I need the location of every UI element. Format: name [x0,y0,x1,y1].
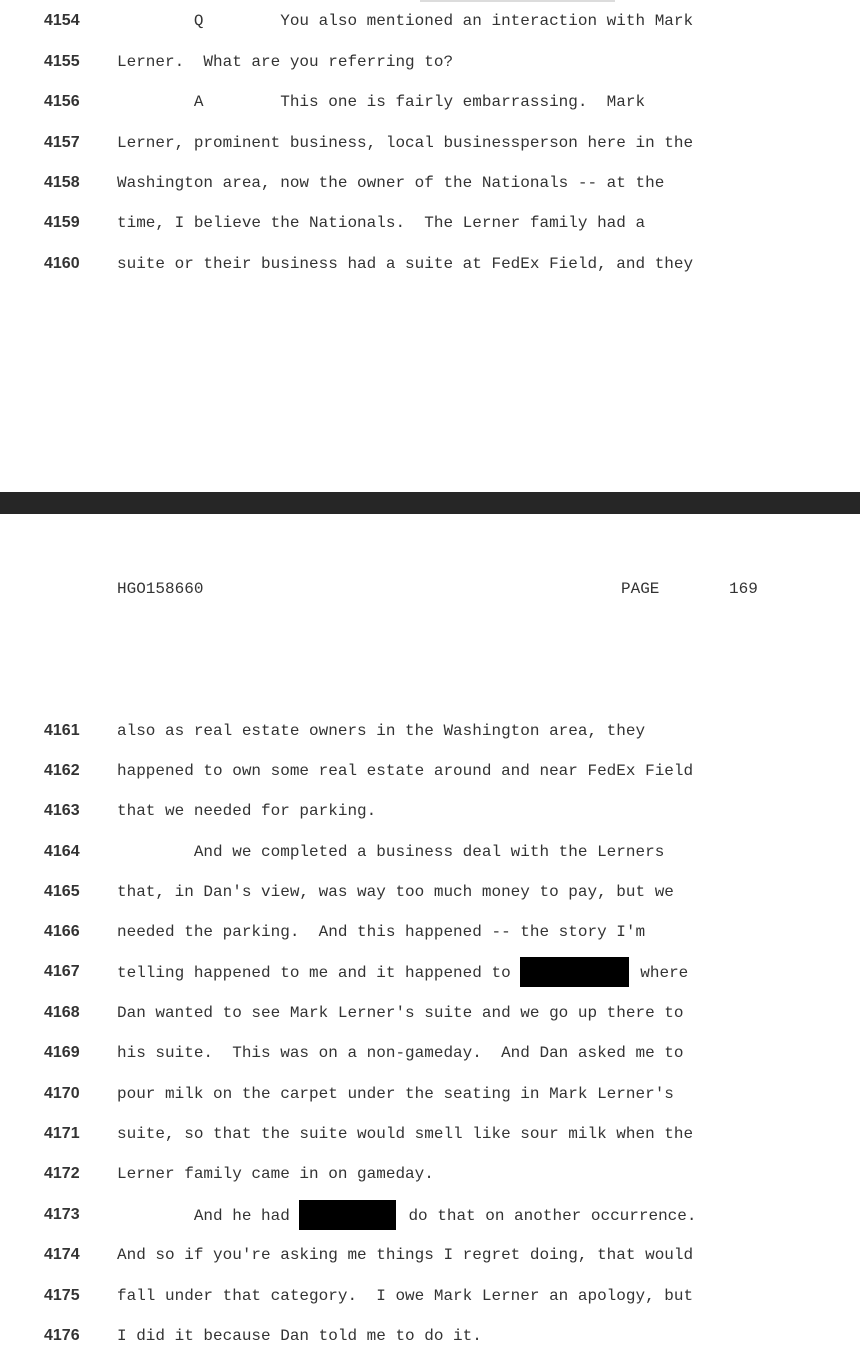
line-number: 4176 [44,1327,80,1344]
transcript-line [0,48,860,76]
transcript-line [0,169,860,197]
redaction-block [520,957,629,987]
line-text-segment: And he had [117,1207,300,1226]
line-text-segment: telling happened to me and it happened to [117,964,521,983]
line-number: 4167 [44,963,80,980]
line-text: Lerner family came in on gameday. [117,1165,434,1183]
redaction-block [299,1200,396,1230]
line-number: 4158 [44,174,80,191]
page-separator-bar [0,492,860,514]
transcript-line [0,1120,860,1148]
line-text: Q You also mentioned an interaction with Mark [117,12,694,30]
line-text: Dan wanted to see Mark Lerner's suite and we go up there to [117,1004,684,1022]
line-text: I did it because Dan told me to do it. [117,1327,482,1345]
line-number: 4168 [44,1004,80,1021]
transcript-line [0,129,860,157]
line-number: 4160 [44,255,80,272]
line-text: happened to own some real estate around and near FedEx Field [117,762,694,780]
line-number: 4173 [44,1206,80,1223]
line-text: that, in Dan's view, was way too much money to pay, but we [117,883,674,901]
line-number: 4159 [44,214,80,231]
transcript-line [0,878,860,906]
line-text: pour milk on the carpet under the seating in Mark Lerner's [117,1085,674,1103]
line-text: And we completed a business deal with the Lerners [117,843,665,861]
transcript-line [0,999,860,1027]
line-text: A This one is fairly embarrassing. Mark [117,93,646,111]
line-number: 4163 [44,802,80,819]
transcript-line [0,1039,860,1067]
transcript-line [0,1160,860,1188]
transcript-line [0,1282,860,1310]
page-label: PAGE [621,580,660,598]
line-number: 4165 [44,883,80,900]
line-text: Washington area, now the owner of the Nationals -- at the [117,174,665,192]
transcript-line [0,958,860,986]
transcript-line [0,797,860,825]
transcript-line [0,918,860,946]
line-number: 4169 [44,1044,80,1061]
line-text: Lerner. What are you referring to? [117,53,454,71]
transcript-line [0,1080,860,1108]
line-text [117,1201,696,1231]
line-number: 4161 [44,722,80,739]
line-number: 4154 [44,12,80,29]
line-text: Lerner, prominent business, local businessperson here in the [117,134,694,152]
transcript-line [0,250,860,278]
page-number: 169 [729,580,758,598]
transcript-line [0,838,860,866]
line-number: 4171 [44,1125,80,1142]
line-number: 4162 [44,762,80,779]
transcript-line [0,717,860,745]
line-text-segment: do that on another occurrence. [408,1207,697,1226]
line-text: suite or their business had a suite at FedEx Field, and they [117,255,694,273]
transcript-line [0,1322,860,1350]
line-number: 4174 [44,1246,80,1263]
document-id: HGO158660 [117,580,204,598]
line-text [117,958,688,988]
top-edge-rule [420,0,615,2]
line-number: 4170 [44,1085,80,1102]
line-number: 4172 [44,1165,80,1182]
line-text: suite, so that the suite would smell like sour milk when the [117,1125,694,1143]
transcript-line [0,1241,860,1269]
transcript-line [0,757,860,785]
line-text-segment: where [640,964,689,983]
transcript-line [0,209,860,237]
line-text: And so if you're asking me things I regret doing, that would [117,1246,694,1264]
line-number: 4175 [44,1287,80,1304]
line-number: 4164 [44,843,80,860]
line-text: his suite. This was on a non-gameday. And Dan asked me to [117,1044,684,1062]
line-number: 4166 [44,923,80,940]
line-text: also as real estate owners in the Washington area, they [117,722,646,740]
line-text: fall under that category. I owe Mark Lerner an apology, but [117,1287,694,1305]
line-number: 4157 [44,134,80,151]
transcript-line [0,88,860,116]
transcript-line [0,1201,860,1229]
line-text: that we needed for parking. [117,802,377,820]
line-text: needed the parking. And this happened -- the story I'm [117,923,646,941]
line-text: time, I believe the Nationals. The Lerner family had a [117,214,646,232]
line-number: 4156 [44,93,80,110]
line-number: 4155 [44,53,80,70]
transcript-line [0,7,860,35]
